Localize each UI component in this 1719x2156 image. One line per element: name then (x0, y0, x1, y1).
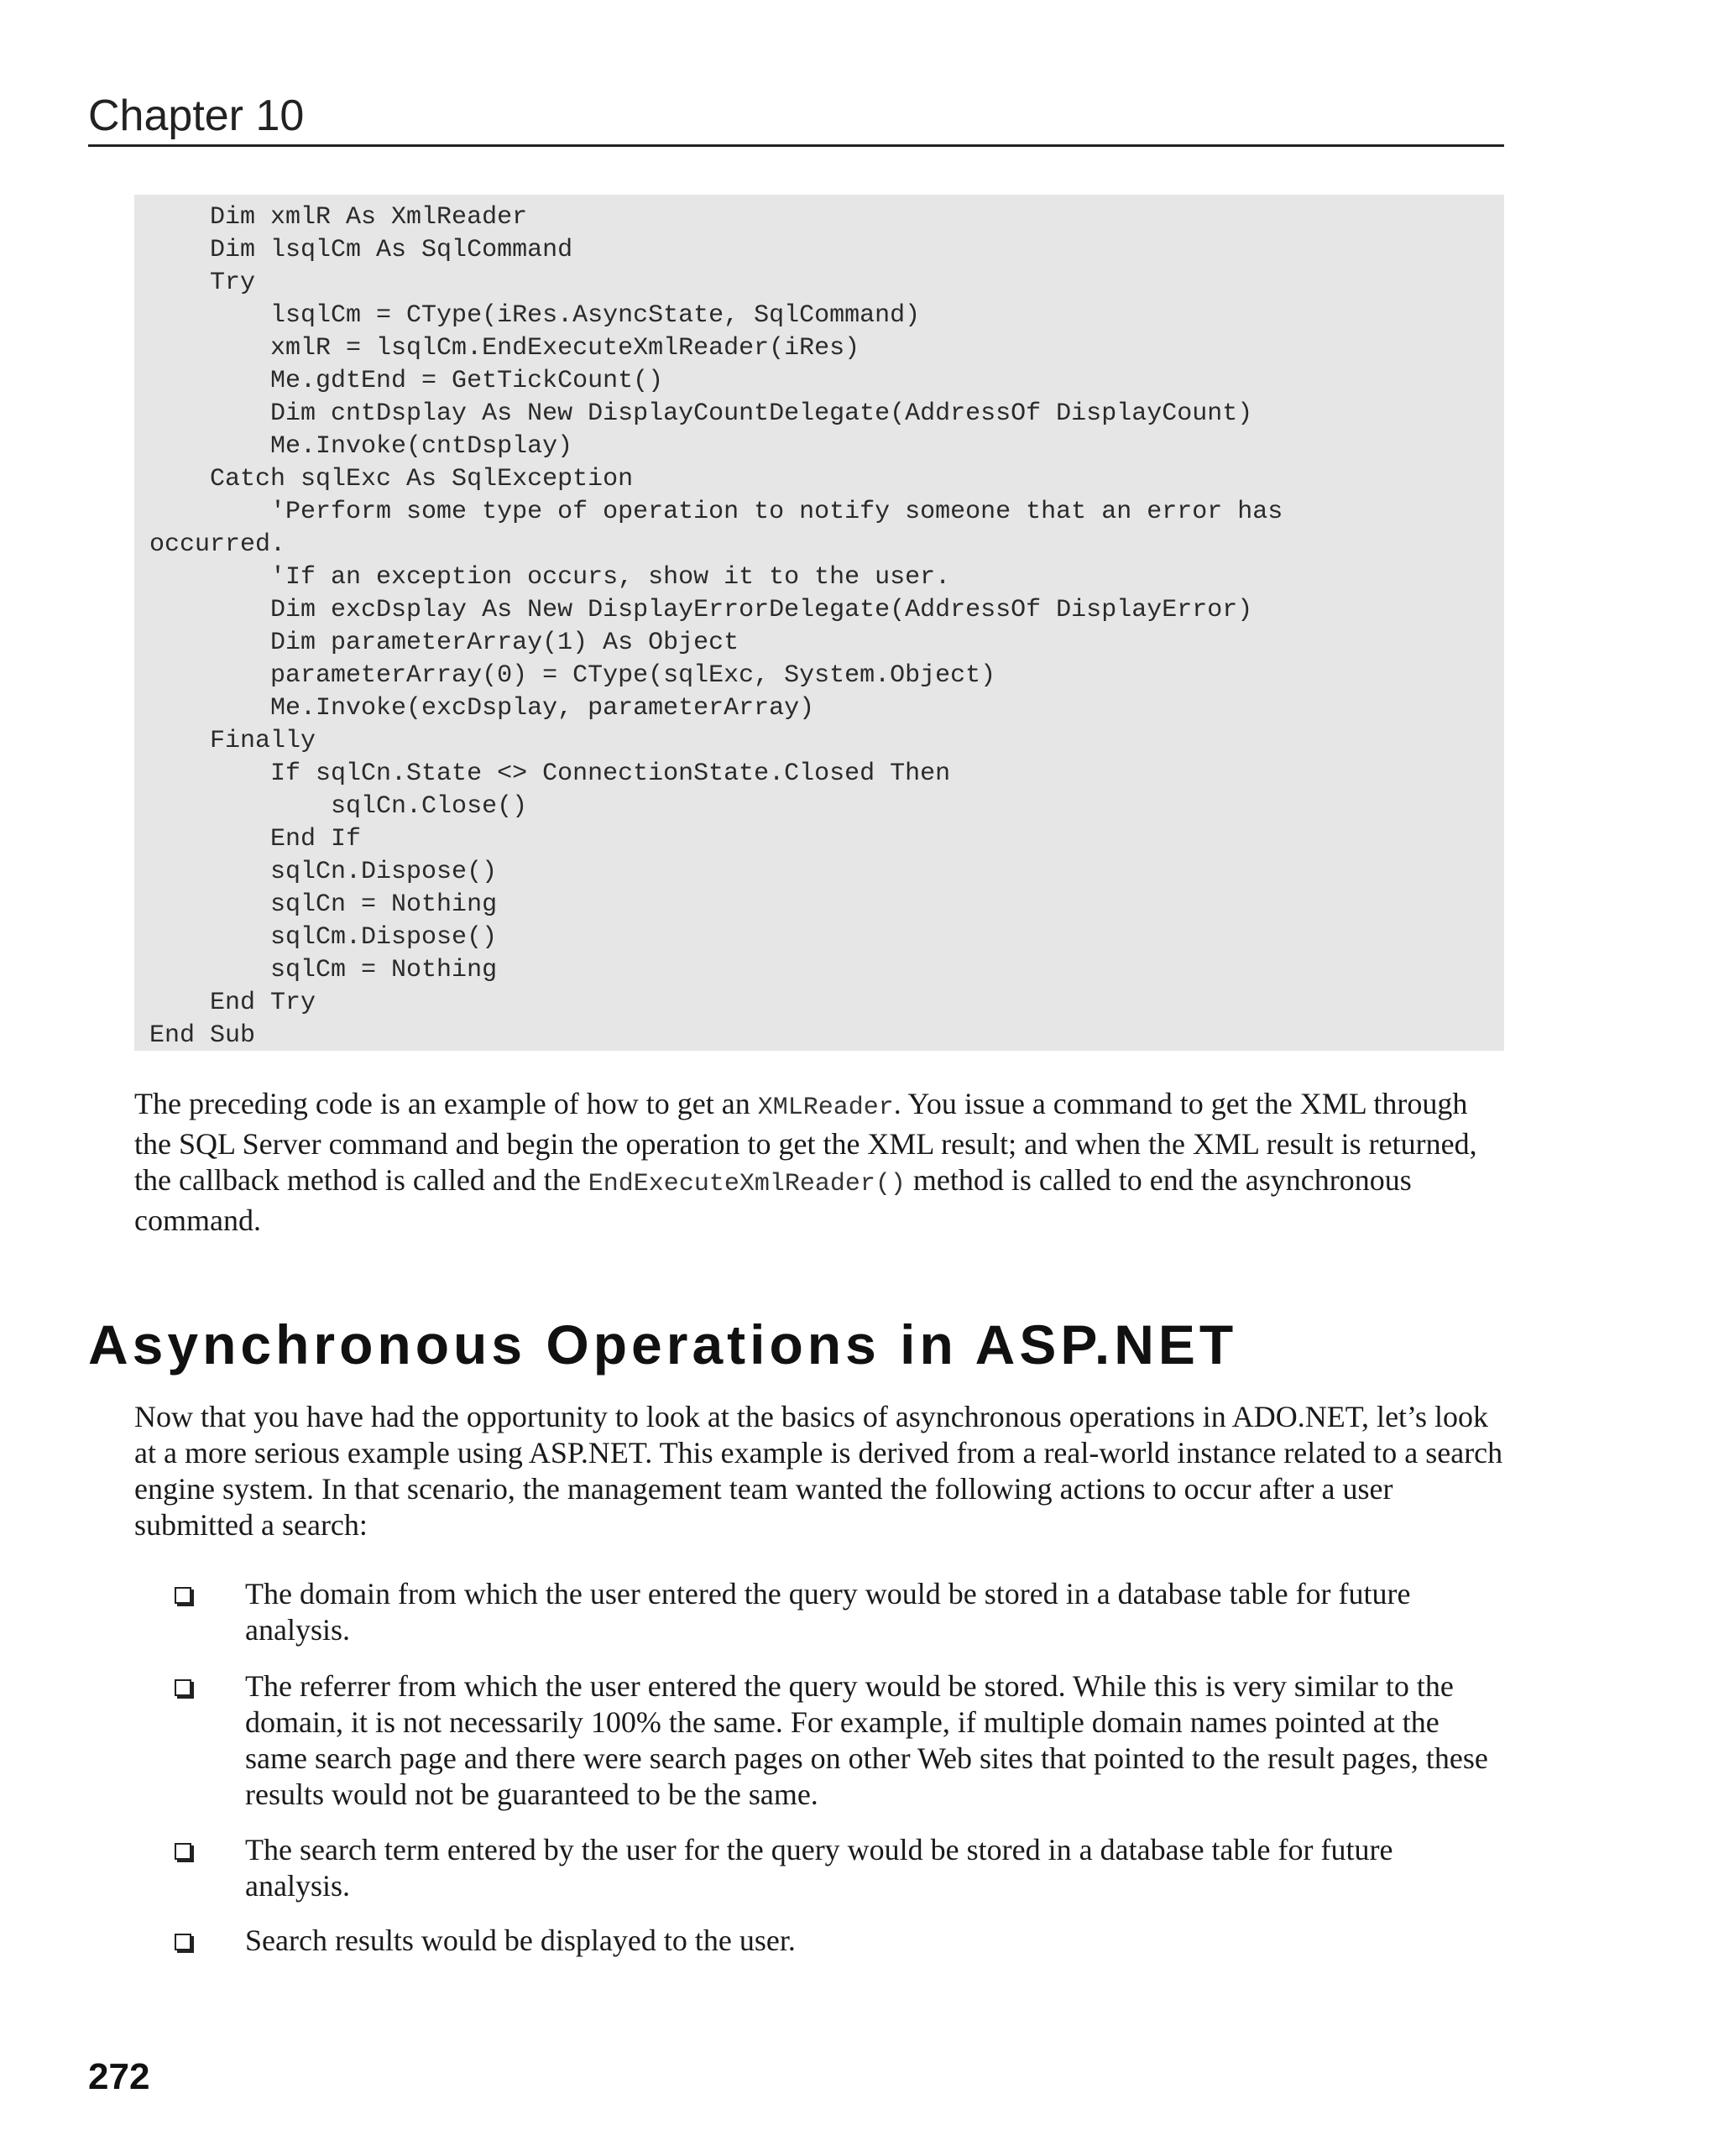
checkbox-bullet-icon (175, 1934, 191, 1950)
code-line: End If (134, 825, 362, 854)
code-line: lsqlCm = CType(iRes.AsyncState, SqlCommand) (134, 301, 921, 330)
checkbox-bullet-icon (175, 1679, 191, 1696)
code-line: sqlCn = Nothing (134, 890, 498, 919)
code-line: xmlR = lsqlCm.EndExecuteXmlReader(iRes) (134, 334, 860, 363)
checkbox-bullet-icon (175, 1587, 191, 1604)
code-line: Catch sqlExc As SqlException (134, 465, 634, 493)
code-line: End Try (134, 989, 316, 1017)
code-line: sqlCn.Close() (134, 792, 528, 821)
code-line: Dim lsqlCm As SqlCommand (134, 236, 573, 264)
code-line: If sqlCn.State <> ConnectionState.Closed Then (134, 760, 951, 788)
running-head: Chapter 10 (88, 91, 305, 140)
code-line: Dim xmlR As XmlReader (134, 203, 528, 232)
intro-paragraph: Now that you have had the opportunity to look at the basics of asynchronous operations in ADO.NET, let’s look at a more serious example using ASP.NET. This example is derived from a real-world instance related to a search engine system. In that scenario, the management team wanted the following actions to occur after a user submitted a search: (134, 1400, 1503, 1542)
code-line: Me.Invoke(cntDsplay) (134, 432, 573, 461)
code-line: Me.Invoke(excDsplay, parameterArray) (134, 694, 815, 723)
code-line: occurred. (134, 530, 286, 559)
code-line: Try (134, 269, 256, 297)
code-line: Finally (134, 727, 316, 755)
code-line: parameterArray(0) = CType(sqlExc, System.Object) (134, 661, 996, 690)
bullet-text: The search term entered by the user for the query would be stored in a database table for future analysis. (245, 1833, 1393, 1903)
inline-code-xmlreader: XMLReader (757, 1094, 894, 1122)
section-title: Asynchronous Operations in ASP.NET (88, 1313, 1238, 1376)
code-line: End Sub (134, 1021, 256, 1050)
code-block (134, 195, 1504, 1051)
code-line: sqlCm = Nothing (134, 956, 498, 984)
page-number: 272 (88, 2056, 150, 2097)
code-line: Dim excDsplay As New DisplayErrorDelegate(AddressOf DisplayError) (134, 596, 1253, 624)
code-line: sqlCm.Dispose() (134, 923, 498, 952)
code-line: 'If an exception occurs, show it to the user. (134, 563, 951, 592)
explanation-paragraph (134, 1086, 1511, 1239)
explanation-text: . You issue a command to get the XML through the SQL Server command and begin the operation to get the XML result; and when the XML result is returned, the callback method is called and the (134, 1087, 1477, 1197)
explanation-text: The preceding code is an example of how to get an (134, 1087, 758, 1120)
explanation-text: method is called to end the asynchronous command. (134, 1163, 1412, 1237)
bullet-text: Search results would be displayed to the user. (245, 1924, 796, 1957)
header-rule (88, 144, 1504, 147)
code-line: 'Perform some type of operation to notify someone that an error has (134, 498, 1283, 526)
inline-code-endexecutexmlreader: EndExecuteXmlReader() (588, 1170, 906, 1198)
checkbox-bullet-icon (175, 1843, 191, 1860)
code-line: Me.gdtEnd = GetTickCount() (134, 367, 664, 395)
code-line: sqlCn.Dispose() (134, 858, 498, 886)
code-line: Dim cntDsplay As New DisplayCountDelegate(AddressOf DisplayCount) (134, 399, 1253, 428)
code-line: Dim parameterArray(1) As Object (134, 629, 739, 657)
bullet-text: The referrer from which the user entered the query would be stored. While this is very similar to the domain, it is not necessarily 100% the same. For example, if multiple domain names pointed at the same search page and there were search pages on other Web sites that pointed to the result pages, these results would not be guaranteed to be the same. (245, 1669, 1488, 1811)
bullet-text: The domain from which the user entered the query would be stored in a database table for future analysis. (245, 1577, 1411, 1647)
